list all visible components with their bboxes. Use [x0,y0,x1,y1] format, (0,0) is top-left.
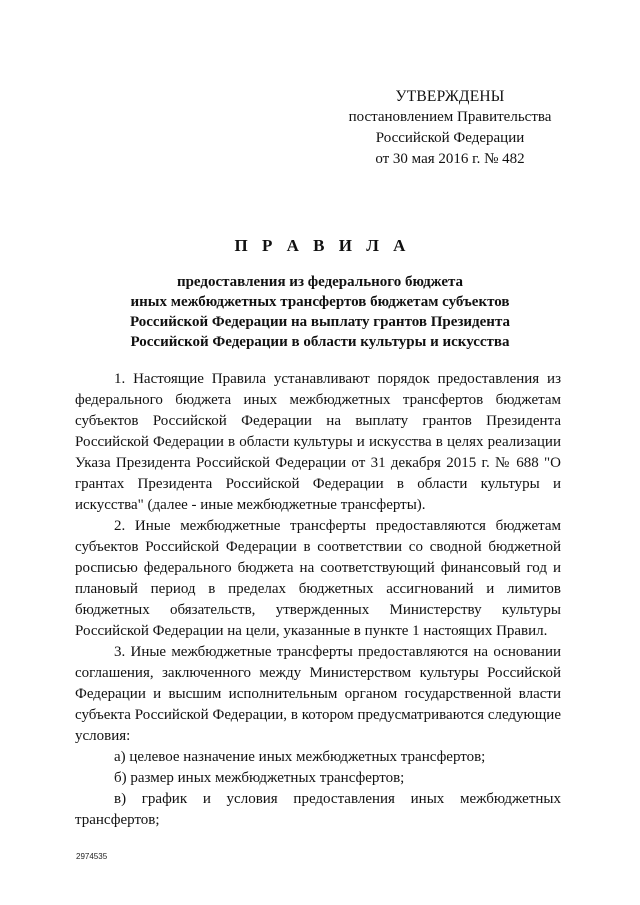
list-item-c: в) график и условия предоставления иных межбюджетных трансфертов; [75,791,561,828]
list-item-a: а) целевое назначение иных межбюджетных трансфертов; [114,749,486,765]
document-title: П Р А В И Л А [234,236,411,255]
document-subtitle [60,272,580,352]
approval-stamp [330,86,570,170]
approval-authority-line: Российской Федерации [375,130,525,146]
approved-heading: УТВЕРЖДЕНЫ [395,88,505,105]
paragraph-3: 3. Иные межбюджетные трансферты предоставляются на основании соглашения, заключенного между Министерством культуры Российской Федерации и высшим исполнительным органом государственной власти субъекта Российской Федерации, в котором предусматриваются следующие условия: [75,644,561,744]
paragraph-1: 1. Настоящие Правила устанавливают порядок предоставления из федерального бюджета иных межбюджетных трансфертов бюджетам субъектов Российской Федерации на выплату грантов Президента Российской Федерации в области культуры и искусства в целях реализации Указа Президента Российской Федерации от 31 декабря 2015 г. № 688 "О грантах Президента Российской Федерации в области культуры и искусства" (далее - иные межбюджетные трансферты). [75,371,561,513]
document-title-block [60,236,580,352]
paragraph-2: 2. Иные межбюджетные трансферты предоставляются бюджетам субъектов Российской Федерации в соответствии со сводной бюджетной росписью федерального бюджета на соответствующий финансовый год и плановый период в пределах бюджетных ассигнований и лимитов бюджетных обязательств, утвержденных Министерству культуры Российской Федерации на цели, указанные в пункте 1 настоящих Правил. [75,518,561,639]
document-body [75,369,561,831]
subtitle-line: Российской Федерации на выплату грантов Президента [129,314,510,330]
approval-date-number: от 30 мая 2016 г. № 482 [375,151,525,167]
approval-decree-line: постановлением Правительства [348,109,552,125]
document-code: 2974535 [76,852,108,861]
list-item-b: б) размер иных межбюджетных трансфертов; [114,770,405,786]
subtitle-line: предоставления из федерального бюджета [176,274,464,290]
subtitle-line: Российской Федерации в области культуры и искусства [130,334,510,350]
subtitle-line: иных межбюджетных трансфертов бюджетам субъектов [130,294,510,310]
